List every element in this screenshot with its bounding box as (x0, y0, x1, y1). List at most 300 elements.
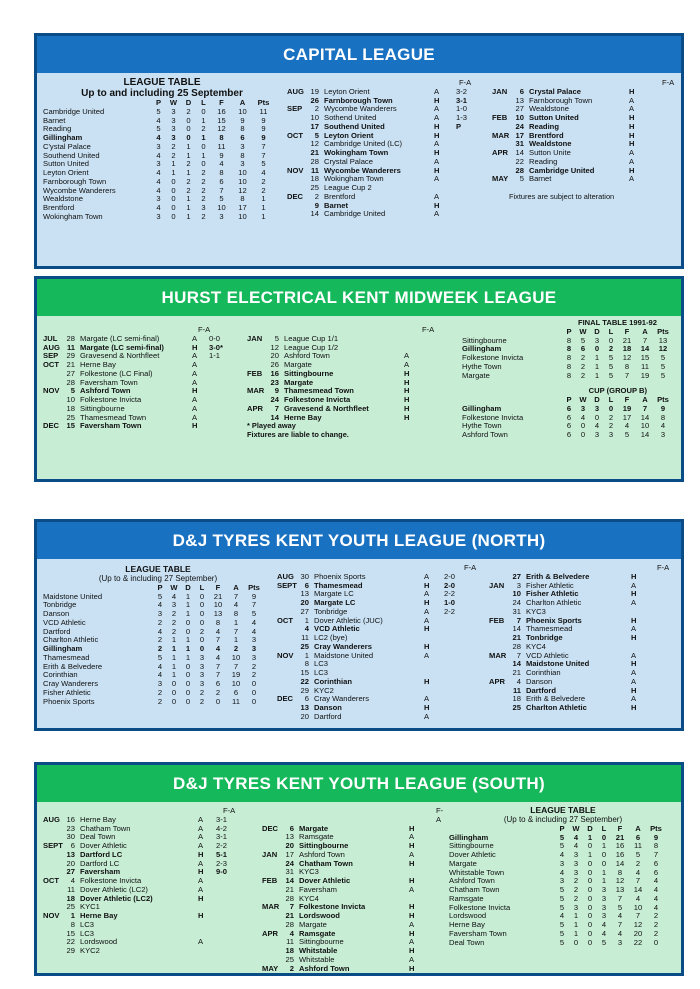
fixture-opponent: LC3 (80, 919, 94, 929)
fixture-opponent: Danson (526, 676, 553, 686)
stat-value: 1 (186, 141, 191, 151)
fixture-month: SEPT (277, 580, 297, 590)
fixture-day: 21 (512, 633, 521, 642)
stat-value: 4 (653, 893, 659, 903)
stat-value: 2 (186, 159, 191, 169)
stat-value: 1 (185, 635, 191, 645)
team-name: Gillingham (43, 133, 83, 142)
fixture-venue: A (198, 884, 204, 894)
fixture-opponent: KYC4 (526, 641, 546, 651)
fixture-day: 19 (310, 86, 319, 96)
youth-north-table (43, 564, 273, 706)
fixture-month (43, 860, 63, 869)
fixture-row (262, 921, 427, 930)
stat-value: 10 (640, 421, 650, 431)
stat-value: 19 (231, 670, 241, 680)
fixture-month (287, 175, 307, 184)
stat-value: 4 (580, 412, 586, 422)
fixture-score (209, 396, 235, 405)
stat-value: 2 (171, 609, 177, 618)
column-header: P (155, 98, 162, 107)
fixture-score: 3-0* (209, 342, 223, 352)
stat-value: 6 (566, 421, 572, 431)
fixture-score: 0-0 (209, 333, 220, 343)
stat-value: 4 (156, 185, 161, 195)
fixture-venue: H (404, 377, 410, 387)
stat-value: 8 (624, 361, 630, 371)
fixture-month: SEP (287, 104, 303, 114)
stat-value: 10 (217, 203, 226, 212)
fixture-day: 11 (286, 937, 294, 947)
fixture-score: 3-1 (216, 832, 227, 842)
stat-value: 0 (587, 893, 593, 903)
stat-value: 10 (238, 106, 247, 116)
stat-value: 7 (261, 150, 266, 160)
stat-value: 4 (261, 168, 266, 177)
fixture-day: 11 (310, 165, 319, 175)
fixture-venue: H (409, 823, 415, 833)
stat-value: 7 (251, 600, 257, 610)
fixture-opponent: Ramsgate (299, 928, 336, 938)
stat-value: 3 (601, 911, 607, 921)
fixture-score: 1-3 (456, 113, 467, 122)
stat-value: 6 (566, 412, 572, 422)
fixture-venue: A (434, 113, 440, 122)
fixture-month: OCT (287, 130, 304, 140)
fixture-opponent: Folkestone Invicta (80, 395, 142, 404)
stat-value: 0 (215, 696, 221, 706)
stat-value: 4 (573, 841, 579, 851)
stat-value: 0 (171, 203, 176, 212)
fixture-score (444, 669, 472, 678)
fixture-opponent: Dover Athletic (LC2) (80, 893, 153, 903)
fixture-month: MAR (489, 650, 507, 660)
stat-value: 0 (608, 403, 614, 413)
stat-value: 0 (601, 850, 607, 859)
fixture-month: OCT (43, 360, 60, 369)
team-name: Sutton United (43, 159, 90, 169)
fixture-row (262, 965, 427, 974)
column-header: L (608, 395, 614, 404)
fixture-venue: H (409, 858, 415, 868)
fixture-opponent: Erith & Belvedere (526, 571, 590, 581)
fixture-opponent: Leyton Orient (324, 86, 370, 96)
fixture-opponent: KYC2 (80, 946, 100, 955)
fixture-day: 23 (66, 823, 75, 833)
fixture-opponent: Herne Bay (80, 814, 116, 824)
fixture-score (209, 387, 235, 396)
stat-value: 4 (233, 600, 239, 610)
stat-value: 6 (653, 867, 659, 877)
fa-label: F-A (422, 325, 435, 334)
fixture-day: 18 (310, 174, 319, 184)
stat-value: 3 (199, 661, 205, 671)
stat-value: 2 (171, 617, 177, 627)
stat-value: 9 (240, 115, 245, 125)
fixture-day: 21 (310, 148, 319, 157)
fixture-venue: H (424, 641, 430, 651)
stat-value: 7 (233, 661, 239, 671)
fixture-day: 22 (515, 156, 524, 166)
fixture-opponent: Brentford (529, 130, 564, 140)
fixture-day: 18 (66, 893, 75, 903)
stat-value: 0 (587, 937, 593, 947)
fixture-venue: H (434, 200, 440, 210)
fixture-venue: A (409, 884, 415, 894)
fixture-month (287, 210, 307, 219)
fixture-day: 3 (516, 580, 521, 590)
fixture-day: 29 (300, 685, 309, 695)
stat-value: 4 (251, 626, 257, 636)
stat-value: 4 (624, 421, 630, 431)
fixture-score (444, 617, 472, 626)
fixture-list (43, 816, 244, 956)
fixture-day: 4 (289, 928, 294, 938)
fixture-venue: A (629, 148, 635, 157)
stat-value: 1 (186, 168, 191, 177)
fixture-month (277, 704, 297, 713)
fixture-opponent: Margate (299, 919, 327, 929)
fixture-venue: A (424, 589, 430, 599)
fixture-opponent: KYC1 (80, 902, 100, 912)
stat-value: 5 (251, 609, 257, 618)
fixture-venue: H (424, 598, 430, 607)
stat-value: 1 (186, 194, 191, 204)
fixture-opponent: Danson (314, 703, 342, 712)
column-header: Pts (657, 326, 669, 336)
fixture-score (209, 405, 235, 414)
fa-label: F-A (657, 563, 670, 572)
stat-value: 0 (186, 124, 191, 134)
fixture-venue: A (631, 694, 637, 704)
stat-value: 3 (240, 159, 245, 169)
stat-value: 8 (653, 841, 659, 851)
fixture-venue: A (631, 598, 637, 607)
stat-value: 22 (633, 937, 643, 947)
fixture-day: 20 (300, 598, 309, 607)
fixture-opponent: Cray Wanderers (314, 641, 372, 651)
column-header: D (587, 823, 593, 833)
team-name: Folkestone Invicta (462, 353, 524, 362)
fixture-day: 28 (512, 641, 521, 651)
fixture-row (489, 669, 651, 678)
stat-value: 1 (594, 353, 600, 362)
stat-value: 4 (617, 928, 623, 938)
stat-value: 7 (617, 920, 623, 929)
stat-value: 4 (156, 133, 161, 142)
fixture-score: 2-2 (216, 841, 227, 850)
column-header: D (185, 98, 192, 107)
column-header: P (157, 582, 163, 592)
stat-value: 14 (640, 412, 650, 422)
fixture-opponent: Margate LC (314, 589, 354, 599)
fixture-opponent: Ramsgate (299, 832, 334, 842)
fixture-opponent: Barnet (529, 174, 552, 184)
stat-value: 13 (213, 609, 223, 618)
team-name: Reading (43, 124, 72, 134)
fixture-venue: H (629, 86, 635, 96)
fixture-day: 25 (300, 641, 309, 651)
fixture-opponent: Cray Wanderers (314, 694, 369, 704)
fixture-opponent: Phoenix Sports (314, 571, 366, 581)
stat-value: 0 (580, 421, 586, 431)
fixture-day: 4 (70, 876, 75, 885)
stat-value: 0 (171, 679, 177, 688)
stat-value: 3 (594, 430, 600, 439)
stat-value: 2 (573, 885, 579, 894)
fixture-opponent: Crystal Palace (529, 86, 581, 96)
stat-value: 7 (653, 850, 659, 859)
stat-value: 2 (199, 687, 205, 697)
fixture-day: 30 (66, 832, 75, 842)
fixture-month: MAR (247, 386, 265, 396)
fixture-score (216, 921, 244, 930)
stat-value: 2 (653, 928, 659, 938)
stat-value: 17 (622, 412, 632, 422)
column-header: P (566, 326, 572, 336)
team-name: C'ystal Palace (43, 141, 91, 151)
stat-value: 0 (587, 858, 593, 868)
stat-value: 5 (635, 850, 641, 859)
fixture-opponent: VCD Athletic (314, 624, 360, 634)
fixture-venue: H (409, 928, 415, 938)
stat-value: 11 (217, 141, 226, 151)
team-name: Whitstable Town (449, 867, 505, 877)
stat-value: 2 (261, 176, 266, 186)
stat-value: 4 (215, 644, 221, 653)
fixture-opponent: Folkestone Invicta (80, 876, 142, 885)
stat-value: 5 (559, 902, 565, 912)
team-name: Lordswood (449, 911, 487, 921)
column-header: L (601, 823, 607, 833)
stat-value: 18 (622, 344, 632, 354)
team-name: Corinthian (43, 670, 78, 680)
fixture-venue: H (631, 703, 637, 712)
fixture-month (492, 158, 512, 167)
fixture-month (277, 678, 297, 687)
league-table-title: LEAGUE TABLE (123, 77, 201, 88)
fixture-day: 28 (66, 377, 75, 387)
fixture-score (456, 149, 484, 158)
stat-value: 0 (601, 858, 607, 868)
fixtures-change-note: Fixtures are liable to change. (247, 430, 349, 439)
stat-value: 8 (566, 344, 572, 354)
stat-value: 1 (201, 133, 206, 142)
youth-north-panel (34, 519, 684, 731)
fixture-day: 11 (66, 342, 75, 352)
fixture-month (277, 634, 297, 643)
fixture-day: 11 (512, 685, 521, 695)
fixture-opponent: Margate (284, 360, 312, 369)
fixture-day: 4 (516, 676, 521, 686)
stat-value: 2 (171, 150, 176, 160)
fixture-venue: H (198, 911, 204, 920)
fixture-day: 10 (515, 113, 524, 122)
stat-value: 1 (201, 115, 206, 125)
team-name: Tonbridge (43, 600, 77, 610)
fixture-opponent: KYC2 (314, 685, 334, 695)
fixture-opponent: Chatham Town (299, 858, 353, 868)
stat-value: 0 (601, 832, 607, 842)
fixture-month: JAN (262, 849, 278, 859)
fixture-opponent: Sittingbourne (80, 403, 125, 413)
stat-value: 2 (580, 361, 586, 371)
stat-value: 1 (171, 661, 177, 671)
fa-label: F-A (459, 78, 472, 87)
column-header: A (239, 98, 246, 107)
fixture-opponent: Faversham (80, 867, 121, 877)
column-header: P (559, 823, 565, 833)
stat-value: 3 (559, 876, 565, 886)
fixture-venue (198, 921, 216, 930)
fixture-month: AUG (43, 814, 60, 824)
fixture-day: 31 (515, 139, 524, 149)
column-header: P (566, 395, 572, 404)
fixture-day: 18 (285, 946, 294, 955)
fixture-opponent: Ashford Town (80, 386, 131, 396)
fixture-day: 25 (512, 703, 521, 712)
stat-value: 16 (615, 841, 625, 851)
fixture-score (456, 193, 484, 202)
stat-value: 4 (251, 617, 257, 627)
fixture-row (43, 422, 235, 431)
stat-value: 5 (559, 928, 565, 938)
team-name: Charlton Athletic (43, 635, 99, 645)
fixture-month: FEB (262, 876, 278, 885)
fixture-score (444, 713, 472, 722)
fa-label: F-A (662, 78, 675, 87)
stat-value: 0 (573, 937, 579, 947)
stat-value: 7 (642, 403, 648, 413)
stat-value: 2 (157, 617, 163, 627)
stat-value: 9 (251, 591, 257, 601)
stat-value: 0 (587, 920, 593, 929)
fixture-day: 24 (515, 121, 524, 131)
fixture-opponent: Gravesend & Northfleet (80, 351, 160, 361)
stat-value: 4 (215, 652, 221, 662)
stat-value: 12 (238, 185, 247, 195)
column-header: A (635, 823, 641, 833)
fixture-venue: A (404, 351, 410, 361)
stat-value: 8 (240, 194, 245, 204)
fixture-month: FEB (247, 368, 263, 378)
column-header: Pts (248, 582, 260, 592)
stat-value: 1 (201, 150, 206, 160)
column-header: L (608, 326, 614, 336)
fixture-day: 20 (66, 858, 75, 868)
youth-south-fixtures-second-half (262, 807, 447, 973)
stat-value: 3 (171, 133, 176, 142)
fixture-day: 25 (310, 183, 319, 192)
fixture-venue: H (631, 633, 637, 642)
fixture-venue: H (409, 946, 415, 955)
stat-value: 12 (633, 920, 643, 929)
stat-value: 3 (251, 652, 257, 662)
team-name: Thamesmead (43, 652, 90, 662)
team-name: Sittingbourne (462, 335, 507, 345)
fixture-day: 11 (67, 884, 75, 894)
stat-value: 2 (580, 370, 586, 380)
fixture-row (492, 175, 659, 184)
fixture-day: 26 (310, 95, 319, 105)
stat-value: 2 (201, 176, 206, 186)
fixture-venue: A (631, 580, 637, 590)
fixture-opponent: LC3 (80, 928, 94, 938)
column-header: Pts (257, 98, 270, 107)
fixture-opponent: Thamesmead Town (284, 386, 354, 396)
stat-value: 12 (622, 353, 632, 362)
fixture-month: MAY (492, 174, 509, 184)
fixture-venue: A (434, 191, 440, 201)
fixture-venue: A (631, 676, 637, 686)
team-name: Gillingham (43, 644, 83, 653)
fixture-opponent: Ashford Town (284, 351, 330, 361)
fixture-day: 4 (304, 624, 309, 634)
fixture-venue: A (434, 86, 440, 96)
fa-label: F-A (223, 806, 236, 815)
fixture-venue: H (434, 130, 440, 140)
fixture-venue: A (192, 368, 198, 378)
fixture-day: 6 (304, 694, 309, 704)
fixture-venue: H (409, 902, 415, 912)
fixture-opponent: Farnborough Town (529, 95, 593, 105)
stat-value: 1 (573, 911, 579, 921)
fixture-venue: H (434, 165, 440, 175)
fixture-day: 13 (285, 832, 294, 842)
league-table-title: LEAGUE TABLE (530, 805, 596, 815)
fixture-opponent: Tonbridge (526, 633, 563, 642)
fixture-venue: H (404, 386, 410, 396)
fixture-opponent: Wealdstone (529, 139, 572, 149)
fixture-score (209, 414, 235, 423)
stat-value: 9 (653, 832, 659, 842)
fixture-month: AUG (43, 342, 60, 352)
stat-value: 14 (640, 344, 650, 354)
stat-value: 2 (635, 858, 641, 868)
fixture-month (247, 352, 267, 361)
capital-league-table (43, 77, 281, 222)
fixture-venue (424, 660, 444, 669)
played-away-note: * Played away (247, 421, 296, 431)
stat-value: 2 (653, 920, 659, 929)
fixture-score: 1-0 (456, 104, 467, 114)
fixture-day: 14 (270, 412, 279, 422)
fixture-opponent: Folkestone Invicta (284, 395, 351, 404)
stat-value: 5 (660, 361, 666, 371)
fixture-score (444, 695, 472, 704)
fixture-day: 21 (285, 884, 294, 894)
table-row (449, 851, 665, 860)
fixture-score (444, 643, 472, 652)
fixture-score (444, 660, 472, 669)
stat-value: 7 (215, 670, 221, 680)
stat-value: 0 (186, 115, 191, 125)
fixture-day: 21 (66, 360, 75, 369)
fixture-score: 2-0 (444, 571, 455, 581)
fixture-day: 25 (66, 412, 75, 422)
fa-label: F-A (198, 325, 211, 334)
fixture-list (262, 825, 427, 974)
team-name: Brentford (43, 203, 75, 212)
fixture-opponent: League Cup 1/2 (284, 342, 339, 352)
fixture-month: NOV (277, 650, 294, 660)
stat-value: 3 (594, 335, 600, 345)
fixture-opponent: Brentford (324, 191, 356, 201)
fixture-opponent: Ashford Town (299, 849, 345, 859)
team-name: Fisher Athletic (43, 687, 91, 697)
column-header: D (594, 326, 600, 336)
stat-value: 4 (157, 661, 163, 671)
